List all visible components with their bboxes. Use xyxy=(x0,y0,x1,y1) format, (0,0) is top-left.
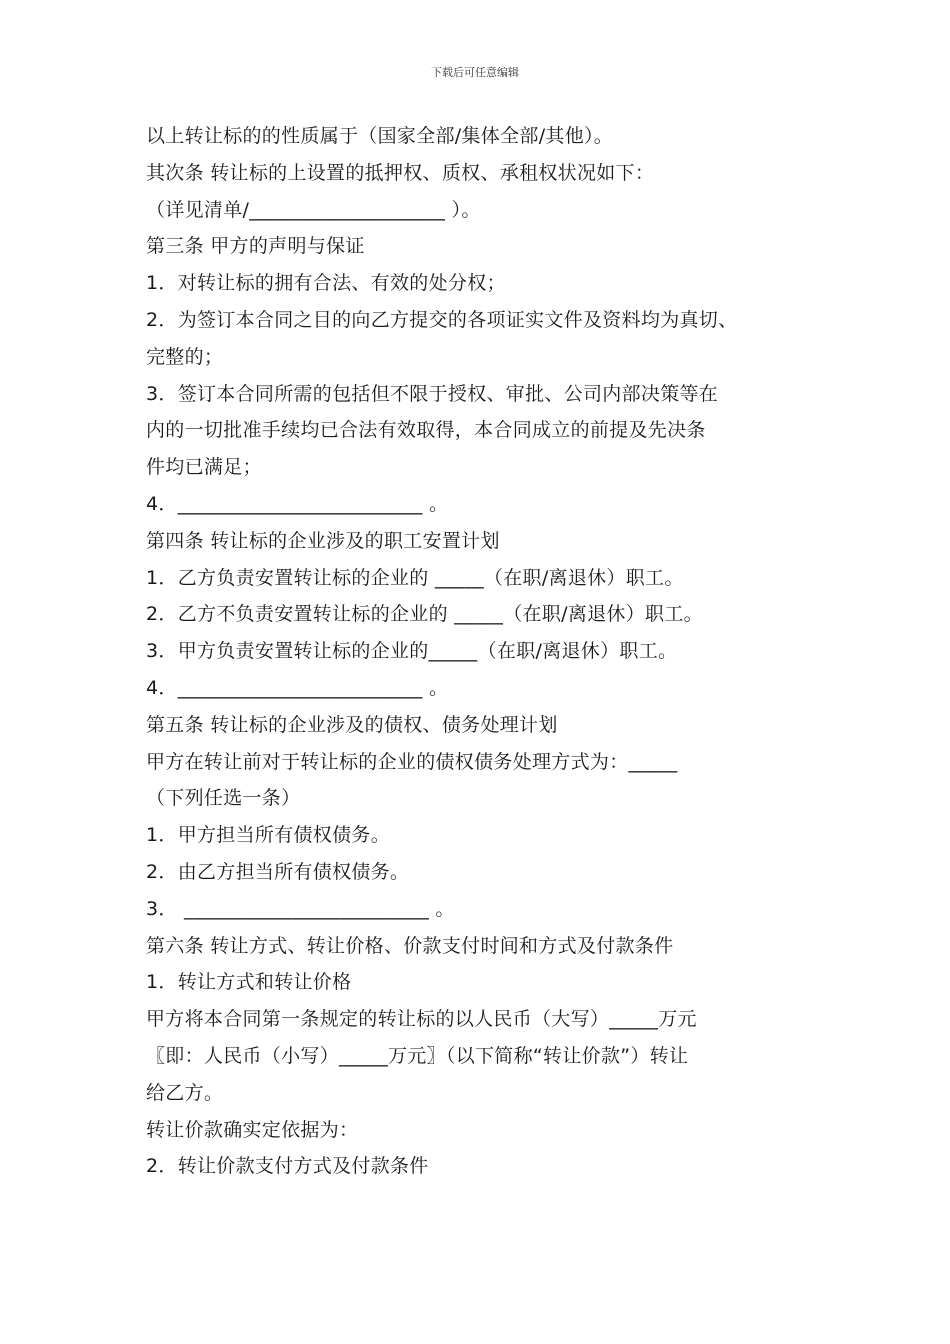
list-item: 2．由乙方担当所有债权债务。 xyxy=(146,860,410,883)
paragraph-line: （下列任选一条） xyxy=(146,787,301,810)
article-heading: 第四条 转让标的企业涉及的职工安置计划 xyxy=(146,529,500,552)
paragraph-line: 完整的； xyxy=(146,345,224,368)
paragraph-line: 〖即：人民币（小写）_____万元〗（以下简称“转让价款”）转让 xyxy=(146,1044,689,1067)
paragraph-line: 甲方将本合同第一条规定的转让标的以人民币（大写）_____万元 xyxy=(146,1008,697,1031)
paragraph-line: 件均已满足； xyxy=(146,456,262,479)
paragraph-line: 以上转让标的的性质属于（国家全部/集体全部/其他）。 xyxy=(146,125,614,147)
list-item: 3． _________________________ 。 xyxy=(146,897,455,920)
list-item: 2．乙方不负责安置转让标的企业的 _____（在职/离退休）职工。 xyxy=(146,603,703,626)
list-item: 4．_________________________ 。 xyxy=(146,492,449,515)
paragraph-line: （详见清单/____________________ ）。 xyxy=(146,198,481,221)
page-header: 下载后可任意编辑 xyxy=(431,66,519,79)
article-heading: 其次条 转让标的上设置的抵押权、质权、承租权状况如下： xyxy=(146,161,655,184)
list-item: 2．转让价款支付方式及付款条件 xyxy=(146,1155,429,1178)
document-body xyxy=(146,118,816,1185)
paragraph-line: 内的一切批准手续均已合法有效取得，本合同成立的前提及先决条 xyxy=(146,419,706,442)
list-item: 2．为签订本合同之目的向乙方提交的各项证实文件及资料均为真切、 xyxy=(146,308,738,331)
list-item: 1．转让方式和转让价格 xyxy=(146,971,352,994)
list-item: 4．_________________________ 。 xyxy=(146,676,449,699)
list-item: 1．乙方负责安置转让标的企业的 _____（在职/离退休）职工。 xyxy=(146,566,684,589)
paragraph-line: 甲方在转让前对于转让标的企业的债权债务处理方式为：_____ xyxy=(146,750,678,773)
paragraph-line: 给乙方。 xyxy=(146,1081,224,1104)
list-item: 1．对转让标的拥有合法、有效的处分权； xyxy=(146,272,506,295)
article-heading: 第五条 转让标的企业涉及的债权、债务处理计划 xyxy=(146,713,558,736)
list-item: 3．签订本合同所需的包括但不限于授权、审批、公司内部决策等在 xyxy=(146,382,719,405)
list-item: 1．甲方担当所有债权债务。 xyxy=(146,824,390,847)
article-heading: 第六条 转让方式、转让价格、价款支付时间和方式及付款条件 xyxy=(146,934,674,957)
list-item: 3．甲方负责安置转让标的企业的_____（在职/离退休）职工。 xyxy=(146,640,678,663)
article-heading: 第三条 甲方的声明与保证 xyxy=(146,235,365,258)
paragraph-line: 转让价款确实定依据为： xyxy=(146,1118,359,1141)
